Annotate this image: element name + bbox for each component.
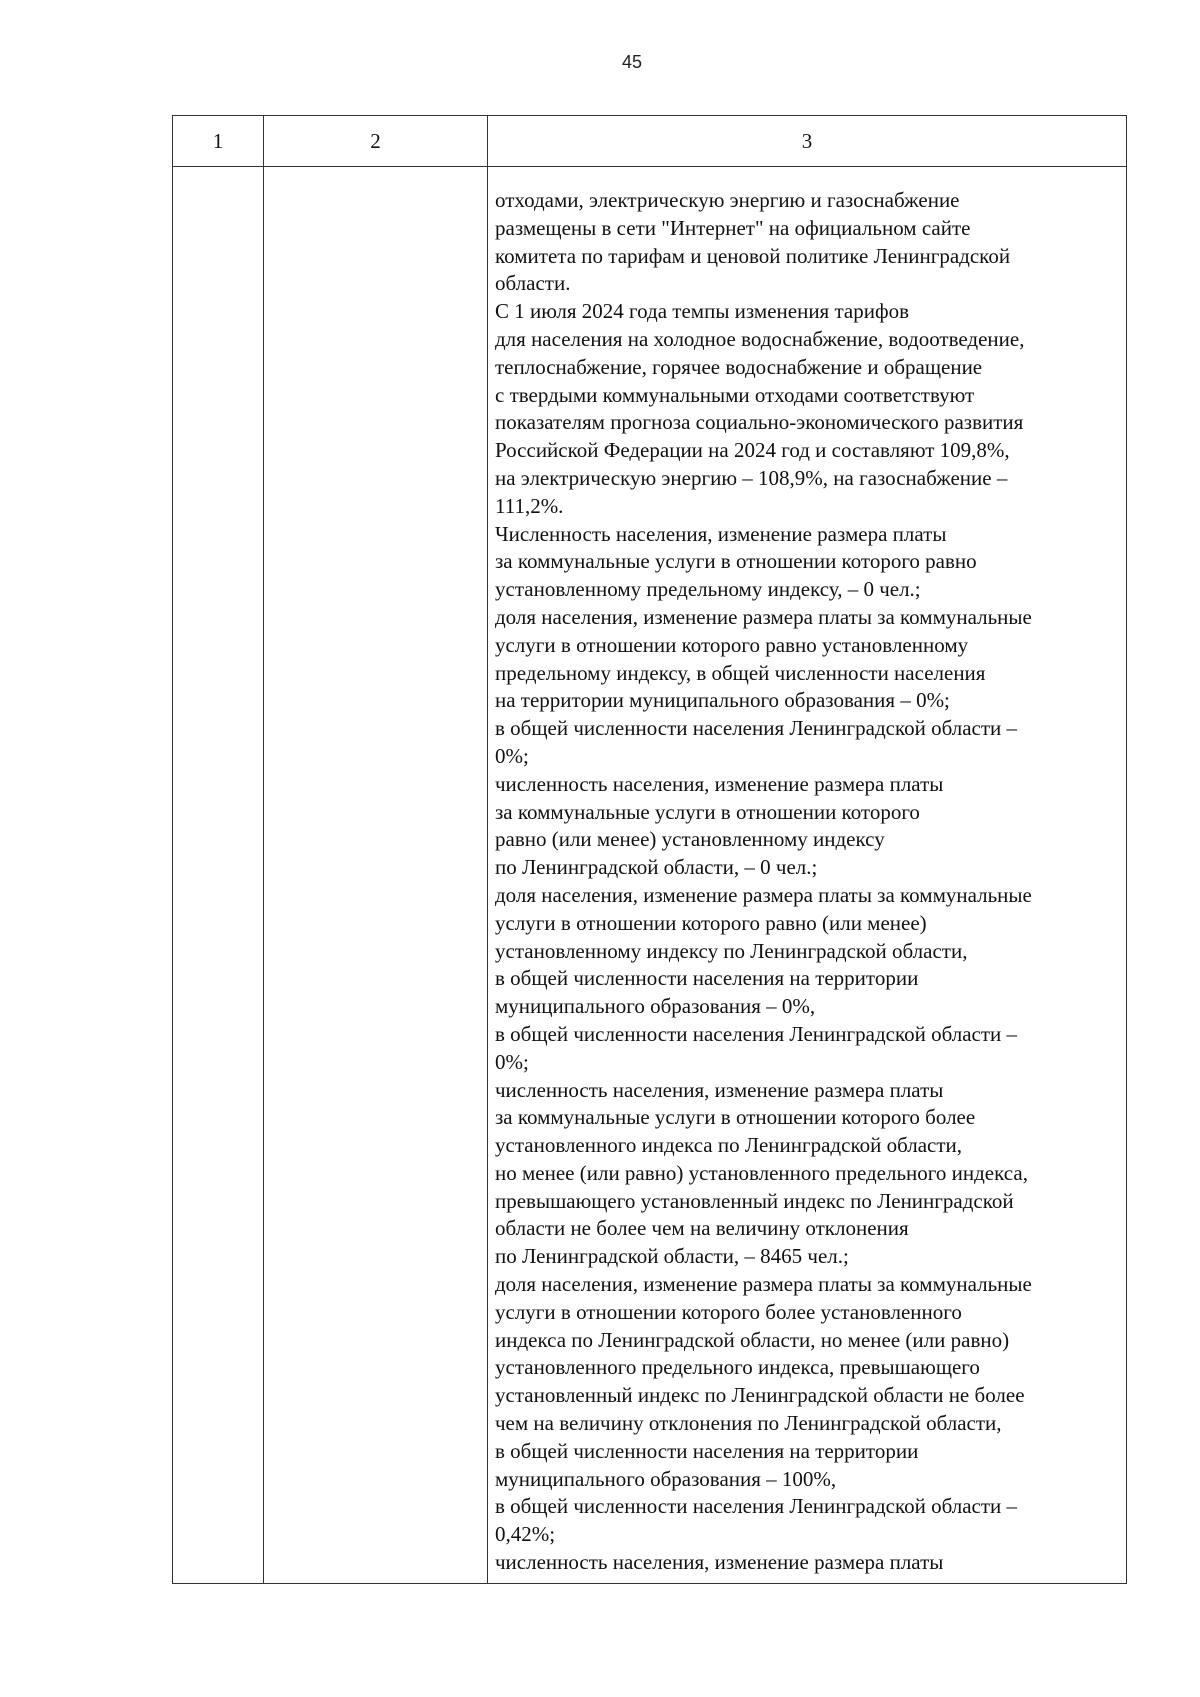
body-cell-3 — [488, 167, 1127, 1584]
text-line: Российской Федерации на 2024 год и составляют 109,8%, — [495, 438, 1010, 463]
text-line: равно (или менее) установленному индексу — [495, 827, 885, 852]
text-line: услуги в отношении которого равно установленному — [495, 632, 969, 657]
text-line: установленному предельному индексу, – 0 чел.; — [495, 577, 921, 602]
page-number: 45 — [621, 52, 643, 72]
document-table — [172, 115, 1127, 1584]
text-line: Численность населения, изменение размера платы — [495, 521, 947, 546]
text-line: но менее (или равно) установленного предельного индекса, — [495, 1160, 1028, 1185]
text-line: численность населения, изменение размера платы — [495, 1550, 944, 1575]
text-line: области. — [495, 271, 571, 296]
text-line: услуги в отношении которого более установленного — [495, 1299, 962, 1324]
text-line: установленный индекс по Ленинградской области не более — [495, 1383, 1025, 1408]
header-cell-2: 2 — [264, 116, 488, 167]
text-line: комитета по тарифам и ценовой политике Ленинградской — [495, 243, 1011, 268]
table-header-row — [173, 116, 1127, 167]
text-line: отходами, электрическую энергию и газоснабжение — [495, 188, 960, 212]
text-line: за коммунальные услуги в отношении которого равно — [495, 549, 977, 574]
text-line: показателям прогноза социально-экономического развития — [495, 410, 1024, 435]
text-line: С 1 июля 2024 года темпы изменения тарифов — [495, 299, 909, 324]
text-line: на электрическую энергию – 108,9%, на газоснабжение – — [495, 465, 1008, 490]
text-line: в общей численности населения на территории — [495, 1438, 919, 1463]
text-line: за коммунальные услуги в отношении которого — [495, 799, 920, 824]
text-line: размещены в сети "Интернет" на официальном сайте — [495, 215, 971, 240]
cell-text-block — [488, 167, 1126, 1577]
text-line: установленного индекса по Ленинградской области, — [495, 1133, 963, 1158]
text-line: доля населения, изменение размера платы за коммунальные — [495, 1272, 1032, 1297]
body-cell-1 — [173, 167, 264, 1584]
text-line: установленного предельного индекса, превышающего — [495, 1355, 980, 1380]
text-line: за коммунальные услуги в отношении которого более — [495, 1105, 976, 1130]
text-line: на территории муниципального образования – 0%; — [495, 688, 950, 713]
text-line: теплоснабжение, горячее водоснабжение и обращение — [495, 354, 983, 379]
text-line: индекса по Ленинградской области, но менее (или равно) — [495, 1327, 1010, 1352]
text-line: предельному индексу, в общей численности населения — [495, 660, 986, 685]
text-line: муниципального образования – 100%, — [495, 1466, 837, 1491]
text-line: в общей численности населения Ленинградской области – — [495, 1021, 1018, 1046]
text-line: по Ленинградской области, – 8465 чел.; — [495, 1244, 849, 1269]
text-line: в общей численности населения Ленинградской области – — [495, 1494, 1018, 1519]
text-line: 0%; — [495, 1049, 529, 1074]
text-line: в общей численности населения Ленинградской области – — [495, 716, 1018, 741]
text-line: превышающего установленный индекс по Ленинградской — [495, 1188, 1014, 1213]
text-line: 0,42%; — [495, 1522, 556, 1547]
text-line: муниципального образования – 0%, — [495, 994, 816, 1019]
text-line: с твердыми коммунальными отходами соответствуют — [495, 382, 975, 407]
text-line: чем на величину отклонения по Ленинградской области, — [495, 1411, 1002, 1436]
body-cell-2 — [264, 167, 488, 1584]
text-line: установленному индексу по Ленинградской области, — [495, 938, 968, 963]
text-line: 0%; — [495, 743, 529, 768]
text-line: численность населения, изменение размера платы — [495, 771, 944, 796]
text-line: услуги в отношении которого равно (или менее) — [495, 910, 927, 935]
text-line: доля населения, изменение размера платы за коммунальные — [495, 882, 1032, 907]
table-row — [173, 167, 1127, 1584]
text-line: доля населения, изменение размера платы за коммунальные — [495, 604, 1032, 629]
text-line: численность населения, изменение размера платы — [495, 1077, 944, 1102]
text-line: области не более чем на величину отклонения — [495, 1216, 909, 1241]
header-cell-3: 3 — [488, 116, 1127, 167]
header-cell-1: 1 — [173, 116, 264, 167]
text-line: для населения на холодное водоснабжение, водоотведение, — [495, 326, 1025, 351]
text-line: по Ленинградской области, – 0 чел.; — [495, 855, 818, 880]
text-line: в общей численности населения на территории — [495, 966, 919, 991]
text-line: 111,2%. — [495, 493, 564, 518]
